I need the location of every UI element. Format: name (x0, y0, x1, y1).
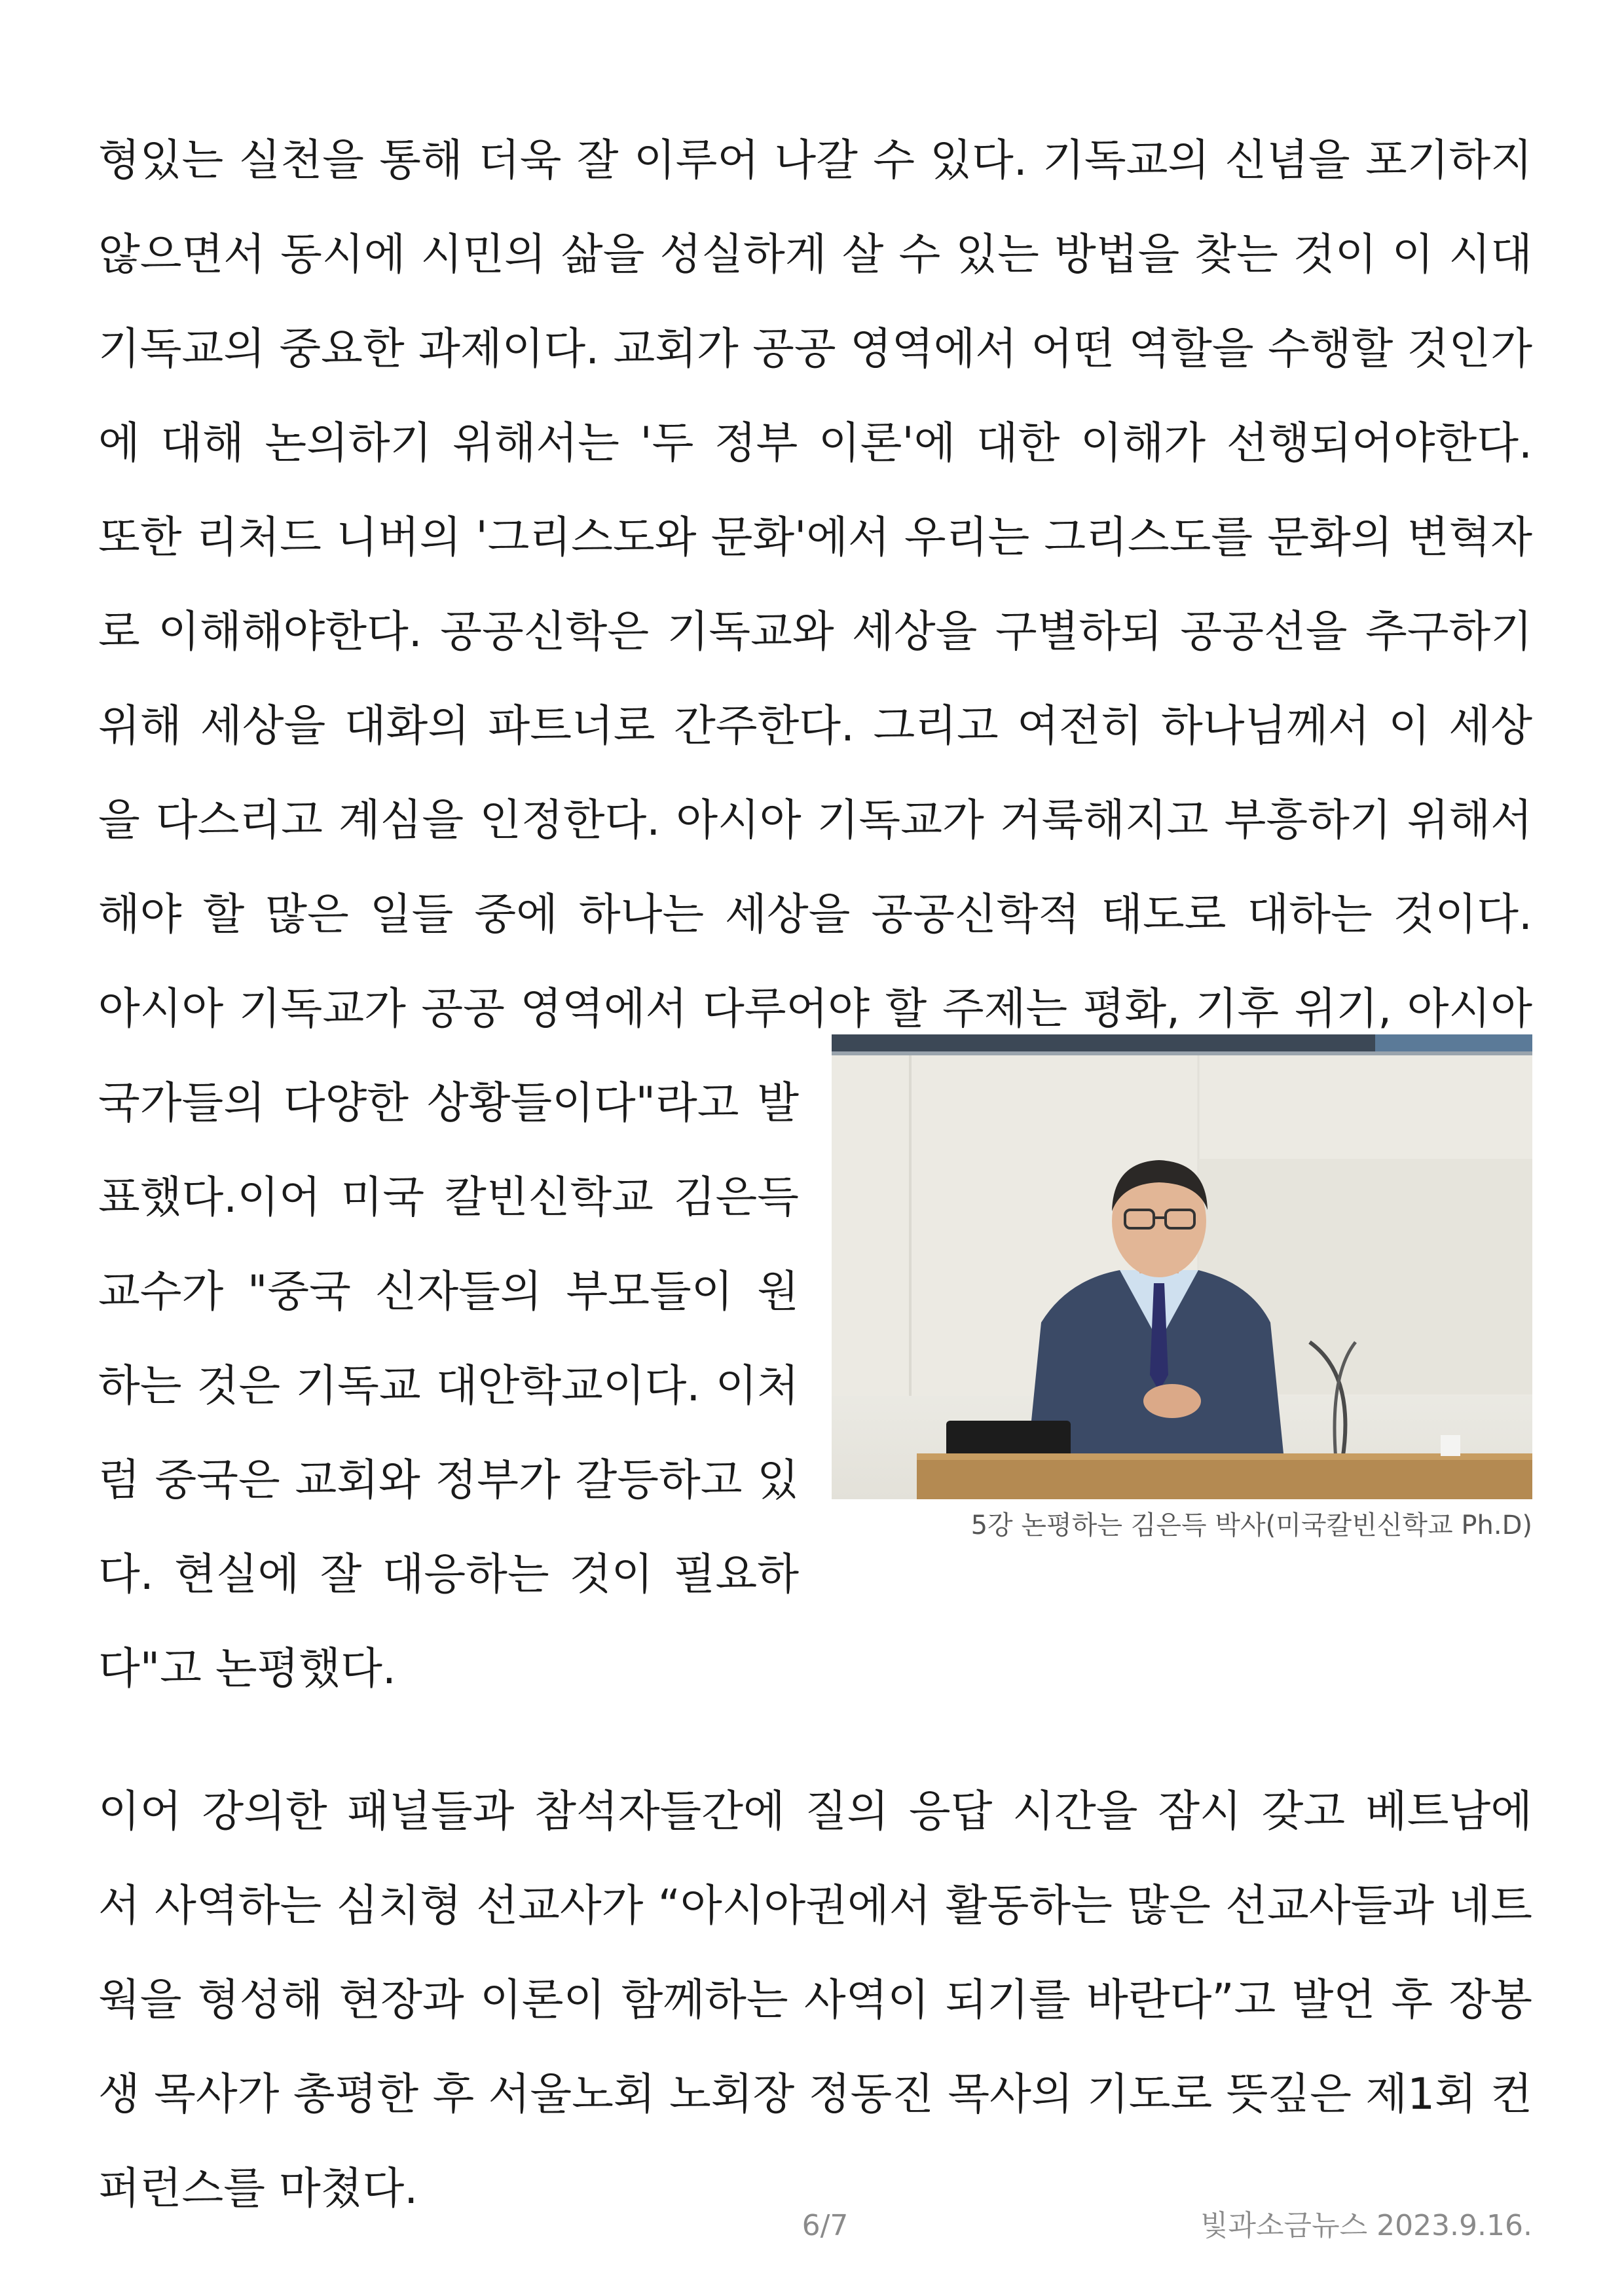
body-text-line: 로 이해해야한다. 공공신학은 기독교와 세상을 구별하되 공공선을 추구하기 (98, 606, 1532, 657)
photo-caption: 5강 논평하는 김은득 박사(미국칼빈신학교 Ph.D) (970, 1510, 1532, 1540)
body-text-line: 생 목사가 총평한 후 서울노회 노회장 정동진 목사의 기도로 뜻깊은 제1회 컨 (98, 2069, 1532, 2119)
body-text-line: 형있는 실천을 통해 더욱 잘 이루어 나갈 수 있다. 기독교의 신념을 포기하지 (98, 135, 1532, 185)
wrapped-text-line: 교수가 "중국 신자들의 부모들이 원 (98, 1266, 799, 1317)
body-text-line: 또한 리처드 니버의 '그리스도와 문화'에서 우리는 그리스도를 문화의 변혁자 (98, 512, 1532, 562)
wrapped-text-line: 표했다.이어 미국 칼빈신학교 김은득 (98, 1172, 799, 1222)
body-text-line: 위해 세상을 대화의 파트너로 간주한다. 그리고 여전히 하나님께서 이 세상 (98, 701, 1532, 751)
body-text-line: 웍을 형성해 현장과 이론이 함께하는 사역이 되기를 바란다”고 발언 후 장봉 (98, 1975, 1532, 2025)
body-text-line: 아시아 기독교가 공공 영역에서 다루어야 할 주제는 평화, 기후 위기, 아시아 (98, 983, 1532, 1034)
speaker-illustration (832, 1034, 1532, 1499)
wrapped-text-line: 국가들의 다양한 상황들이다"라고 발 (98, 1078, 799, 1128)
footer-source (1198, 2206, 1532, 2246)
wrapped-text-line: 럼 중국은 교회와 정부가 갈등하고 있 (98, 1455, 799, 1505)
body-text-line: 퍼런스를 마쳤다. (98, 2163, 418, 2214)
publisher-name: 빛과소금뉴스 (1200, 2209, 1368, 2242)
wrapped-text-line: 하는 것은 기독교 대안학교이다. 이처 (98, 1360, 799, 1411)
wrapped-text-line: 다"고 논평했다. (98, 1643, 396, 1694)
body-text-line: 해야 할 많은 일들 중에 하나는 세상을 공공신학적 태도로 대하는 것이다. (98, 889, 1532, 939)
body-text-line: 을 다스리고 계심을 인정한다. 아시아 기독교가 거룩해지고 부흥하기 위해서 (98, 795, 1532, 845)
speaker-photo (832, 1034, 1532, 1499)
body-text-line: 기독교의 중요한 과제이다. 교회가 공공 영역에서 어떤 역할을 수행할 것인가 (98, 323, 1532, 374)
body-text-line: 않으면서 동시에 시민의 삶을 성실하게 살 수 있는 방법을 찾는 것이 이 시대 (98, 229, 1532, 280)
page-number: 6/7 (802, 2209, 849, 2242)
wrapped-text-line: 다. 현실에 잘 대응하는 것이 필요하 (98, 1549, 799, 1599)
body-text-line: 에 대해 논의하기 위해서는 '두 정부 이론'에 대한 이해가 선행되어야한다. (98, 418, 1532, 468)
body-text-line: 이어 강의한 패널들과 참석자들간에 질의 응답 시간을 잠시 갖고 베트남에 (98, 1786, 1532, 1836)
body-text-line: 서 사역하는 심치형 선교사가 “아시아권에서 활동하는 많은 선교사들과 네트 (98, 1880, 1532, 1931)
publish-date: 2023.9.16. (1376, 2209, 1532, 2242)
